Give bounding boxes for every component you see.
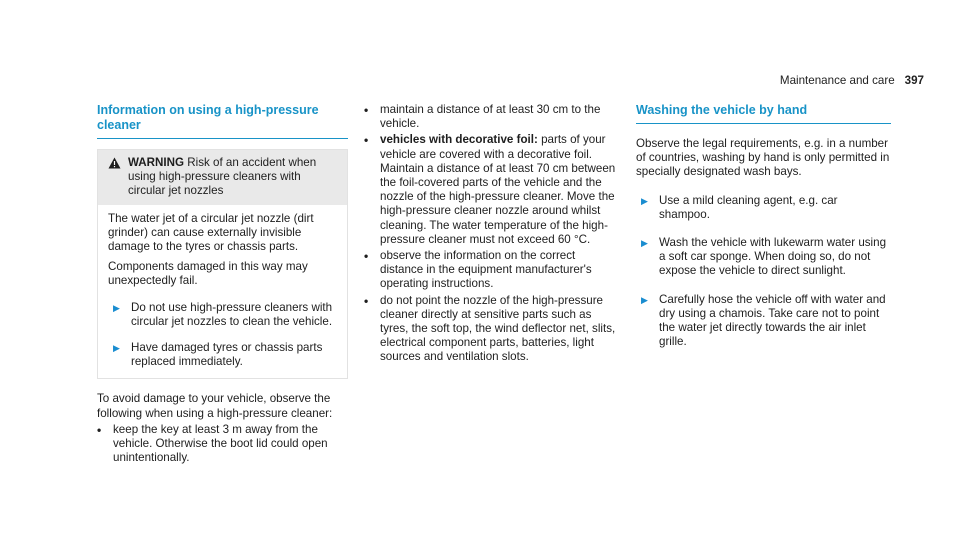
- warning-box: [97, 149, 348, 379]
- washing-steps: [636, 194, 891, 350]
- bullet-dot: •: [364, 103, 369, 117]
- warning-header: [98, 150, 347, 205]
- warning-step-1: [113, 301, 337, 329]
- section-heading-high-pressure: Information on using a high-pressure cleaner: [97, 103, 348, 139]
- page-number: 397: [904, 74, 924, 87]
- list-item: [97, 423, 348, 466]
- intro-paragraph: To avoid damage to your vehicle, observe the following when using a high-pressure cleaner:: [97, 392, 333, 420]
- section-title: Maintenance and care: [779, 74, 895, 87]
- page-header: [780, 74, 924, 88]
- column-3: [636, 103, 891, 349]
- step-text: Carefully hose the vehicle off with water and dry using a chamois. Take care not to point the water jet directly towards the air inlet grille.: [659, 292, 886, 349]
- step-text: Wash the vehicle with lukewarm water using a soft car sponge. When doing so, do not expose the vehicle to direct sunlight.: [659, 236, 887, 278]
- list-item-body: maintain a distance of at least 30 cm to the vehicle.: [380, 103, 601, 131]
- warning-label: WARNING: [128, 156, 185, 169]
- list-item-body: do not point the nozzle of the high-pressure cleaner directly at sensitive parts such as tyres, the soft top, the wind deflector net, slits, electrical component parts, batteries, light sources and ventilation slots.: [380, 293, 616, 364]
- section-heading-washing: Washing the vehicle by hand: [636, 103, 891, 124]
- bullet-list: [97, 423, 348, 466]
- list-item: [364, 294, 619, 365]
- warning-title: [128, 156, 339, 199]
- washing-intro: Observe the legal requirements, e.g. in a number of countries, washing by hand is only permitted in specially designated wash bays.: [636, 137, 890, 179]
- list-item: [364, 103, 619, 131]
- warning-text-1: The water jet of a circular jet nozzle (dirt grinder) can cause externally invisible damage to the tyres or chassis parts.: [108, 211, 314, 254]
- washing-step-3: [641, 293, 891, 350]
- list-item-text: [380, 133, 619, 247]
- arrow-right-icon: ▶: [641, 195, 648, 206]
- list-item: [364, 249, 619, 292]
- warning-step-2: [113, 341, 337, 369]
- washing-step-1: [641, 194, 891, 222]
- warning-text-2: Components damaged in this way may unexpectedly fail.: [108, 260, 308, 288]
- bullet-list: [364, 103, 619, 365]
- warning-title-text: Risk of an accident when using high-pressure cleaners with circular jet nozzles: [128, 156, 317, 198]
- arrow-right-icon: ▶: [113, 302, 120, 313]
- warning-triangle-icon: [108, 156, 122, 199]
- bullet-dot: •: [97, 422, 102, 437]
- list-item: [364, 133, 619, 247]
- step-text: Have damaged tyres or chassis parts replaced immediately.: [131, 341, 323, 369]
- column-2: [364, 103, 619, 367]
- step-text: Do not use high-pressure cleaners with circular jet nozzles to clean the vehicle.: [131, 300, 333, 328]
- column-1: [97, 103, 348, 467]
- arrow-right-icon: ▶: [113, 343, 120, 354]
- list-item-text: [380, 103, 619, 131]
- warning-body: [98, 205, 347, 379]
- list-item-text: [380, 249, 619, 292]
- bullet-dot: •: [364, 293, 369, 308]
- arrow-right-icon: ▶: [641, 238, 648, 249]
- list-item-text: [380, 294, 619, 365]
- washing-step-2: [641, 236, 891, 279]
- bullet-dot: •: [364, 249, 369, 264]
- list-item-bold: vehicles with decorative foil:: [380, 133, 538, 147]
- step-text: Use a mild cleaning agent, e.g. car shampoo.: [659, 193, 838, 221]
- bullet-dot: •: [364, 133, 369, 148]
- arrow-right-icon: ▶: [641, 294, 648, 305]
- list-item-body: parts of your vehicle are covered with a decorative foil. Maintain a distance of at least 70 cm between the foil-covered parts of the vehicle and the nozzle of the high-pressure cleaner. Move the high-pressure cleaner nozzle around whilst cleaning. The water temperature of the high-pressure cleaner must not exceed 60 °C.: [380, 133, 616, 246]
- list-item-text: keep the key at least 3 m away from the vehicle. Otherwise the boot lid could open unintentionally.: [113, 422, 328, 465]
- list-item-body: observe the information on the correct distance in the equipment manufacturer's operating instructions.: [380, 249, 592, 291]
